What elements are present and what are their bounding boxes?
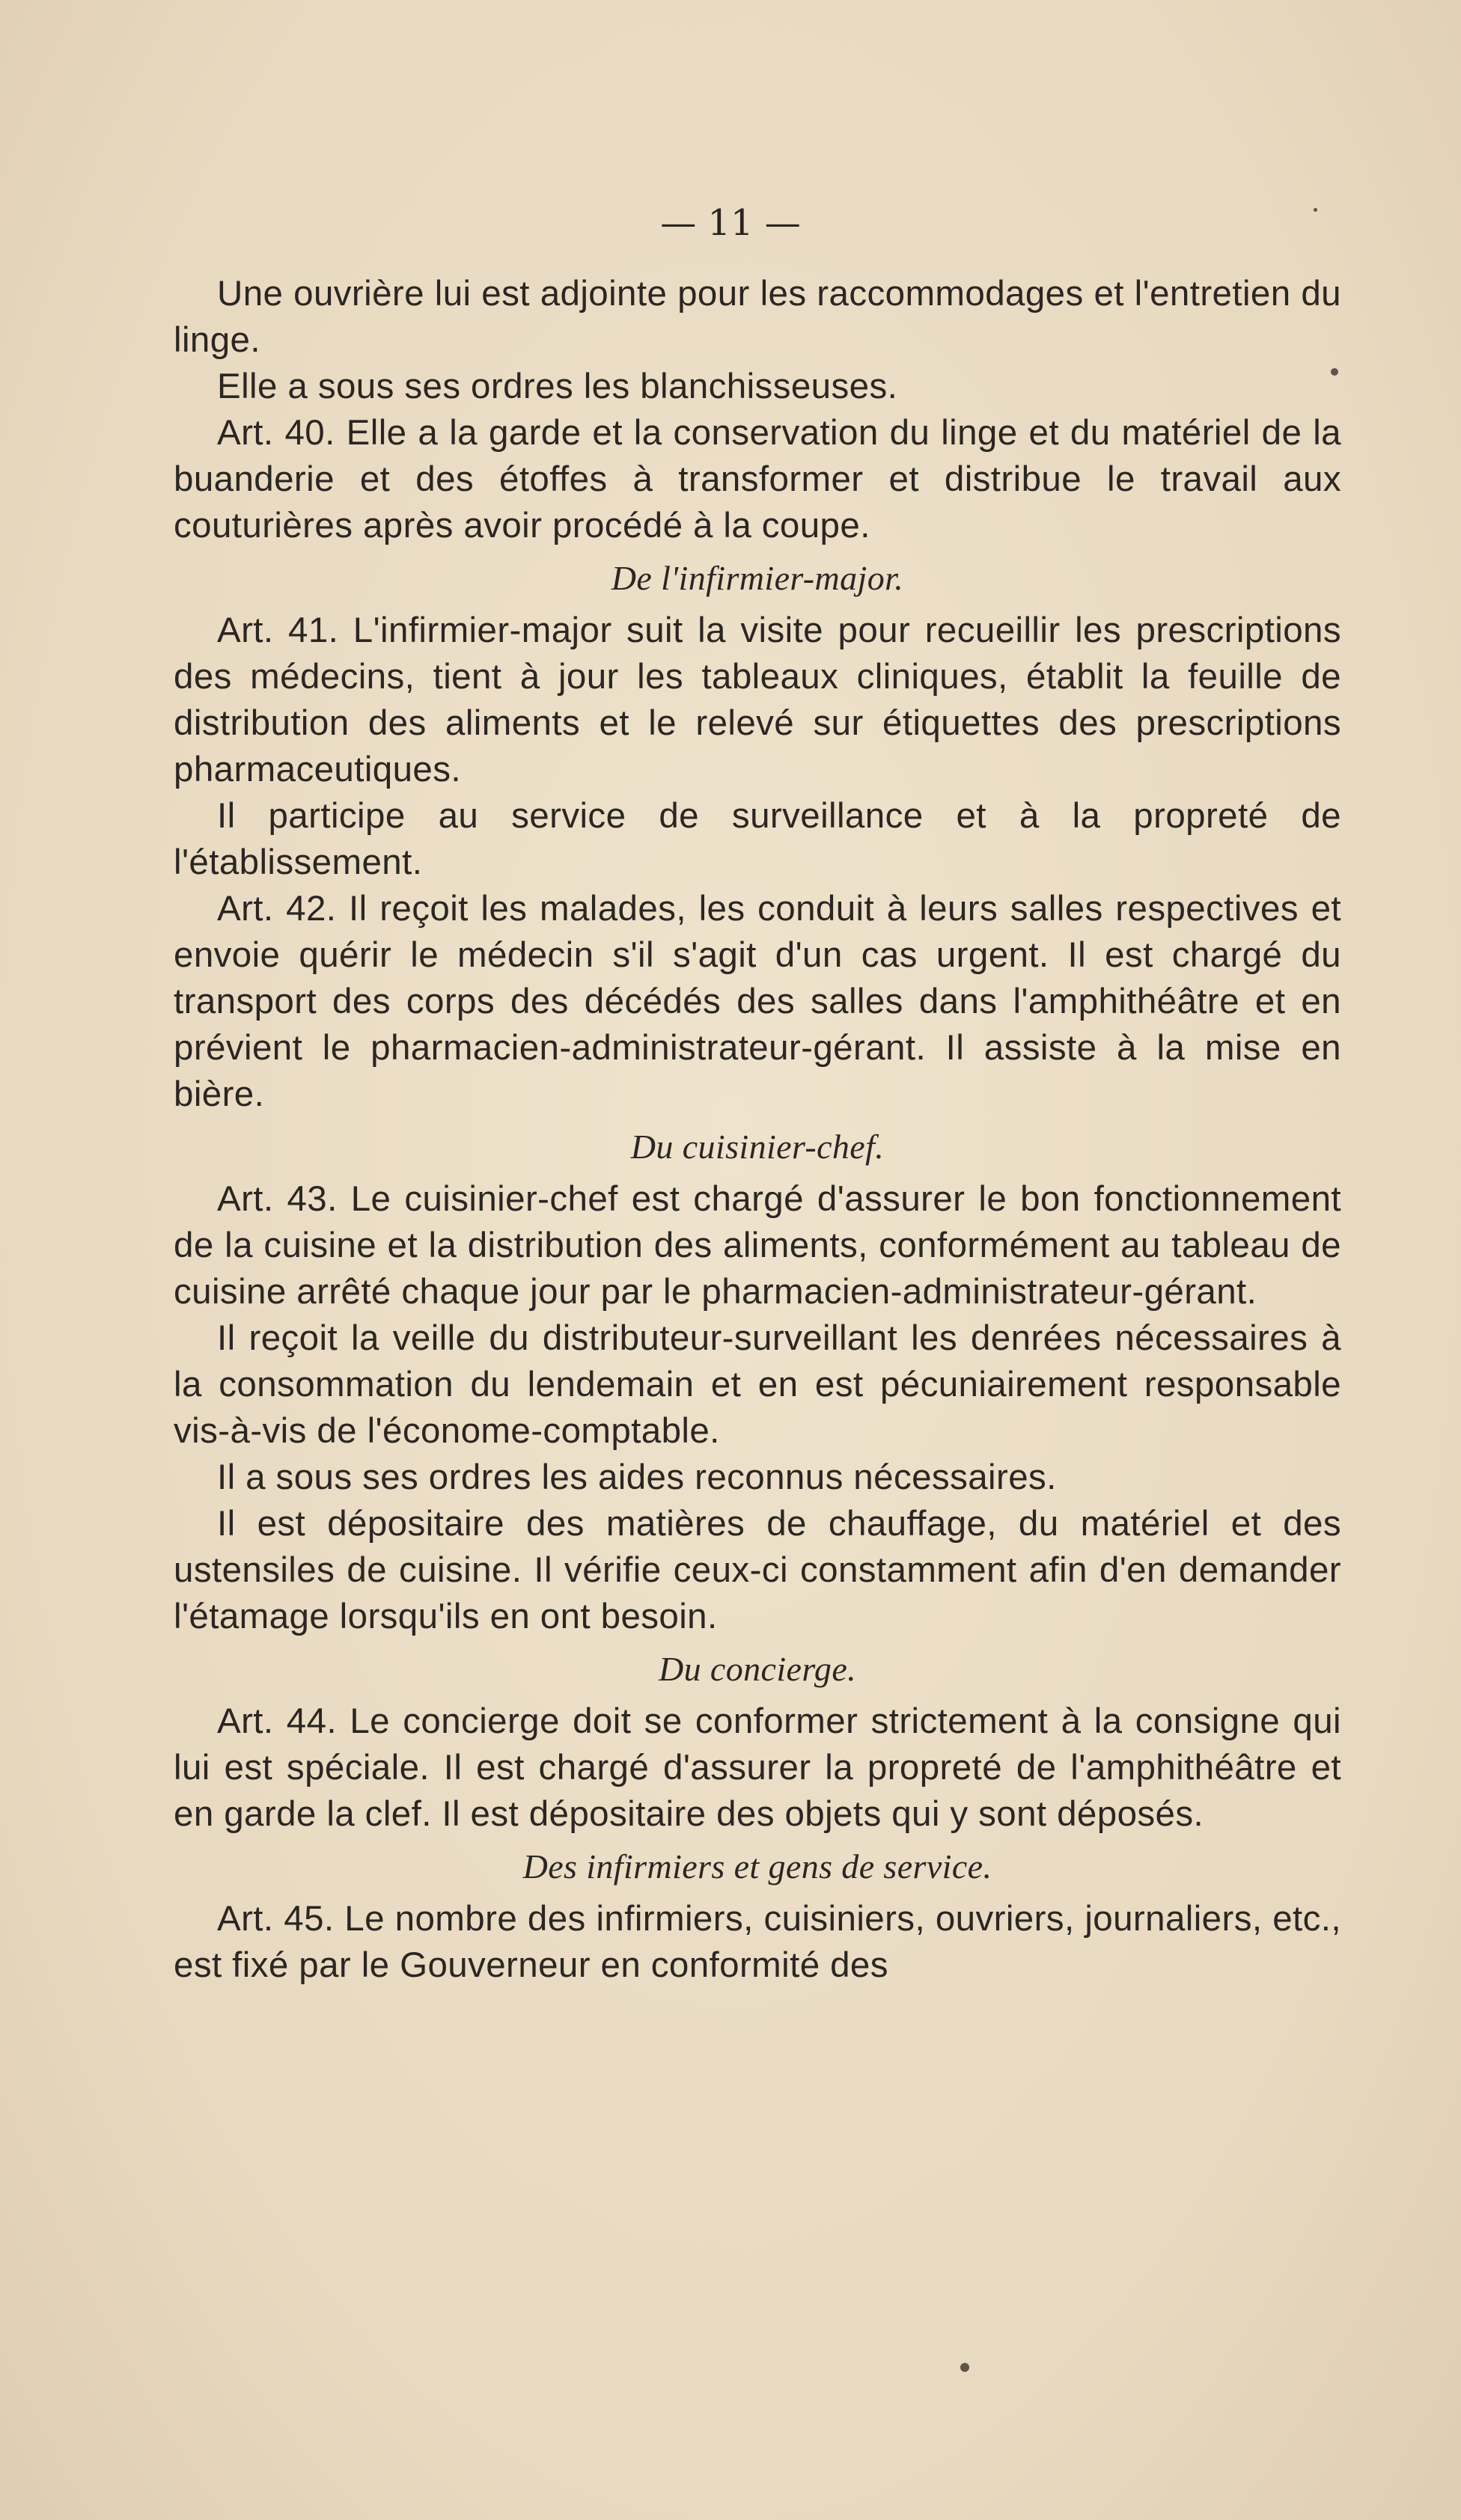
paragraph: Art. 44. Le concierge doit se conformer strictement à la consigne qui lui est spéciale. Il est chargé d'assurer la propreté de l'amphithéâtre et en garde la clef. Il est dépositaire des objets qui y sont déposés. (174, 1701, 1341, 1834)
paragraph: Art. 45. Le nombre des infirmiers, cuisiniers, ouvriers, journaliers, etc., est fixé par le Gouverneur en conformité des (174, 1899, 1341, 1985)
paragraph: Il participe au service de surveillance et à la propreté de l'établissement. (174, 796, 1341, 882)
paragraph: Il a sous ses ordres les aides reconnus nécessaires. (217, 1458, 1057, 1497)
paragraph: Elle a sous ses ordres les blanchisseuses. (217, 367, 898, 406)
section-heading: De l'infirmier-major. (611, 559, 904, 597)
page-number: — 11 — (660, 202, 801, 244)
paragraph: Art. 42. Il reçoit les malades, les conduit à leurs salles respectives et envoie quérir le médecin s'il s'agit d'un cas urgent. Il est chargé du transport des corps des décédés des salles dans l'amphithéâtre et en prévient le pharmacien-administrateur-gérant. Il assiste à la mise en bière. (174, 889, 1341, 1114)
body-text (174, 271, 1341, 1989)
paragraph: Art. 43. Le cuisinier-chef est chargé d'assurer le bon fonctionnement de la cuisine et la distribution des aliments, conformément au tableau de cuisine arrêté chaque jour par le pharmacien-administrateur-gérant. (174, 1179, 1341, 1312)
paragraph: Art. 40. Elle a la garde et la conservation du linge et du matériel de la buanderie et des étoffes à transformer et distribue le travail aux couturières après avoir procédé à la coupe. (174, 413, 1341, 545)
section-heading: Du concierge. (658, 1650, 857, 1688)
paragraph: Il reçoit la veille du distributeur-surveillant les denrées nécessaires à la consommation du lendemain et en est pécuniairement responsable vis-à-vis de l'économe-comptable. (174, 1318, 1341, 1451)
paragraph: Il est dépositaire des matières de chauffage, du matériel et des ustensiles de cuisine. Il vérifie ceux-ci constamment afin d'en demander l'étamage lorsqu'ils en ont besoin. (174, 1504, 1341, 1636)
paper-speck (1331, 368, 1338, 376)
paragraph: Une ouvrière lui est adjointe pour les raccommodages et l'entretien du linge. (174, 274, 1341, 360)
paper-speck (1314, 208, 1317, 212)
section-heading: Des infirmiers et gens de service. (522, 1847, 992, 1886)
paper-speck (960, 2363, 969, 2372)
paragraph: Art. 41. L'infirmier-major suit la visite pour recueillir les prescriptions des médecins, tient à jour les tableaux cliniques, établit la feuille de distribution des aliments et le relevé sur étiquettes des prescriptions pharmaceutiques. (174, 611, 1341, 789)
section-heading: Du cuisinier-chef. (630, 1128, 885, 1166)
